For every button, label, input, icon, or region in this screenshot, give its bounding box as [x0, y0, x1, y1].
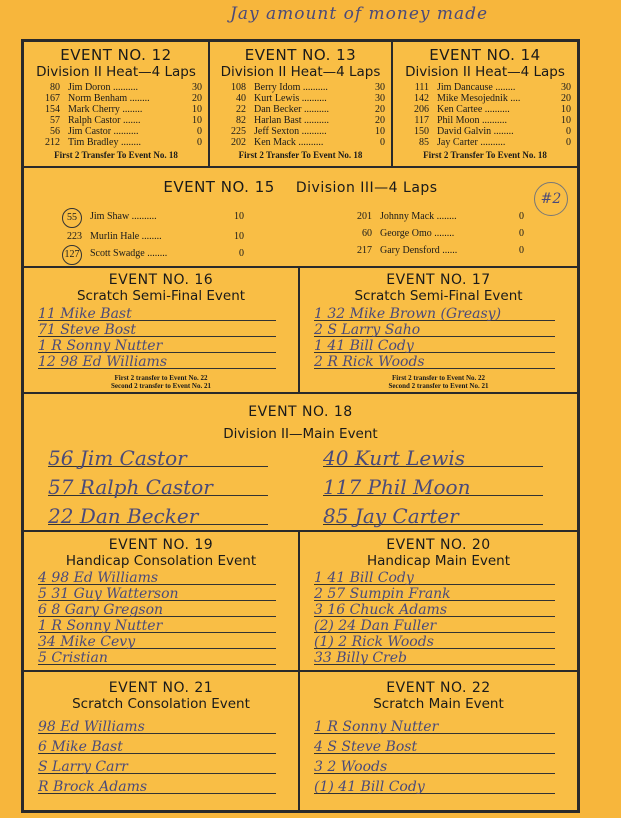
transfer-note: First 2 transfer to Event No. 22 [392, 374, 485, 382]
entry-line: 3 16 Chuck Adams [314, 601, 555, 617]
list-item: 212 Tim Bradley ........ 0 [45, 137, 202, 148]
event-13-box [209, 41, 392, 167]
list-item: 22 Dan Becker .......... 20 [236, 104, 385, 115]
entry-line: S Larry Carr [38, 754, 276, 774]
entry-line: (1) 2 Rick Woods [314, 633, 555, 649]
entry-line: 71 Steve Bost [38, 321, 276, 337]
entry-line: 11 Mike Bast [38, 305, 276, 321]
event-title: EVENT NO. 12 [60, 46, 172, 64]
entry-line: (2) 24 Dan Fuller [314, 617, 555, 633]
list-item: 142 Mike Mesojednik .... 20 [414, 93, 571, 104]
event-title: EVENT NO. 19 [108, 537, 214, 553]
heat-list [401, 82, 571, 148]
list-item: 167 Norm Benham ........ 20 [45, 93, 202, 104]
entry-line: 85 Jay Carter [323, 496, 543, 525]
entry-line: 4 98 Ed Williams [38, 569, 276, 585]
transfer-note: Second 2 transfer to Event No. 21 [110, 382, 211, 390]
event-subtitle: Scratch Semi-Final Event [354, 288, 523, 304]
event-subtitle: Scratch Semi-Final Event [76, 288, 246, 304]
entry-line: 40 Kurt Lewis [323, 438, 543, 467]
transfer-note: First 2 Transfer To Event No. 18 [238, 150, 363, 160]
entry-line: 22 Dan Becker [48, 496, 268, 525]
list-item: 55 Jim Shaw .......... 10 [54, 208, 244, 228]
entry-line: 2 R Rick Woods [314, 353, 555, 369]
entry-line: 1 32 Mike Brown (Greasy) [314, 305, 555, 321]
list-item: 217 Gary Densford ...... 0 [357, 245, 524, 256]
entries-left [34, 438, 290, 528]
transfer-note: First 2 Transfer To Event No. 18 [423, 150, 547, 160]
race-program-sheet [21, 39, 580, 813]
event-title: EVENT NO. 17 [386, 272, 491, 288]
list-item: 201 Johnny Mack ........ 0 [357, 211, 524, 222]
handwritten-top-note: Jay amount of money made [230, 4, 489, 24]
entry-line: 4 S Steve Bost [314, 734, 555, 754]
event-subtitle: Division II Heat—4 Laps [220, 64, 381, 80]
entry-line: 1 R Sonny Nutter [38, 617, 276, 633]
event-subtitle: Scratch Consolation Event [72, 696, 250, 712]
list-item: 60 George Omo ........ 0 [362, 228, 524, 239]
event-subtitle: Handicap Main Event [366, 553, 511, 569]
heat-list-right [344, 208, 524, 259]
event-16-box [23, 267, 299, 393]
list-item: 150 David Galvin ........ 0 [414, 126, 571, 137]
event-title: EVENT NO. 21 [108, 680, 214, 696]
list-item: 56 Jim Castor .......... 0 [50, 126, 202, 137]
heat-list [32, 82, 202, 148]
entry-line: 5 31 Guy Watterson [38, 585, 276, 601]
event-15-box [23, 167, 578, 267]
entry-line: 2 57 Sumpin Frank [314, 585, 555, 601]
event-14-box [392, 41, 578, 167]
list-item: 202 Ken Mack .......... 0 [231, 137, 385, 148]
entry-line: 5 Cristian [38, 649, 276, 665]
heat-list-left [54, 208, 244, 265]
entry-line: 1 41 Bill Cody [314, 337, 555, 353]
entry-line: 1 R Sonny Nutter [38, 337, 276, 353]
event-title: EVENT NO. 13 [244, 46, 357, 64]
heat-list [218, 82, 385, 148]
list-item: 80 Jim Doron .......... 30 [50, 82, 202, 93]
event-title: EVENT NO. 20 [386, 537, 491, 553]
entry-line: 1 41 Bill Cody [314, 569, 555, 585]
event-22-box [299, 671, 578, 811]
entry-line: 3 2 Woods [314, 754, 555, 774]
list-item: 154 Mark Cherry ........ 10 [45, 104, 202, 115]
list-item: 57 Ralph Castor ....... 10 [50, 115, 202, 126]
list-item: 117 Phil Moon .......... 10 [414, 115, 571, 126]
event-title: EVENT NO. 16 [108, 272, 214, 288]
event-20-box [299, 531, 578, 671]
list-item: 108 Berry Idom .......... 30 [231, 82, 385, 93]
event-18-box [23, 393, 578, 531]
entry-line: 6 Mike Bast [38, 734, 276, 754]
entry-line: (1) 41 Bill Cody [314, 774, 555, 794]
entry-line: 6 8 Gary Gregson [38, 601, 276, 617]
transfer-note: Second 2 transfer to Event No. 21 [388, 382, 489, 390]
list-item: 40 Kurt Lewis .......... 30 [236, 93, 385, 104]
event-subtitle: Division II—Main Event [223, 426, 378, 442]
entry-line: 2 S Larry Saho [314, 321, 555, 337]
list-item: 225 Jeff Sexton .......... 10 [231, 126, 385, 137]
event-title: EVENT NO. 18 [248, 404, 353, 420]
event-17-box [299, 267, 578, 393]
list-item: 85 Jay Carter .......... 0 [419, 137, 571, 148]
transfer-note: First 2 Transfer To Event No. 18 [54, 150, 178, 160]
entries-right [309, 438, 565, 528]
entry-line: 12 98 Ed Williams [38, 353, 276, 369]
entry-line: 1 R Sonny Nutter [314, 714, 555, 734]
event-title: EVENT NO. 14 [429, 46, 541, 64]
event-19-box [23, 531, 299, 671]
event-title: EVENT NO. 15 Division III—4 Laps [163, 178, 438, 196]
entry-line: 98 Ed Williams [38, 714, 276, 734]
event-subtitle: Division II Heat—4 Laps [36, 64, 196, 80]
entry-line: 57 Ralph Castor [48, 467, 268, 496]
entry-line: 33 Billy Creb [314, 649, 555, 665]
transfer-note: First 2 transfer to Event No. 22 [114, 374, 208, 382]
event-title: EVENT NO. 22 [386, 680, 491, 696]
list-item: 127 Scott Swadge ........ 0 [54, 245, 244, 265]
entry-line: 117 Phil Moon [323, 467, 543, 496]
entry-line: 56 Jim Castor [48, 438, 268, 467]
list-item: 82 Harlan Bast .......... 20 [236, 115, 385, 126]
list-item: 223 Murlin Hale ........ 10 [67, 231, 244, 242]
event-subtitle: Division II Heat—4 Laps [405, 64, 565, 80]
entry-line: R Brock Adams [38, 774, 276, 794]
event-21-box [23, 671, 299, 811]
event-subtitle: Division III—4 Laps [295, 180, 438, 196]
entry-line: 34 Mike Cevy [38, 633, 276, 649]
handwritten-note: #2 [534, 182, 568, 216]
list-item: 111 Jim Dancause ........ 30 [414, 82, 571, 93]
event-subtitle: Scratch Main Event [373, 696, 504, 712]
event-12-box [23, 41, 209, 167]
list-item: 206 Ken Cartee .......... 10 [414, 104, 571, 115]
event-subtitle: Handicap Consolation Event [65, 553, 257, 569]
